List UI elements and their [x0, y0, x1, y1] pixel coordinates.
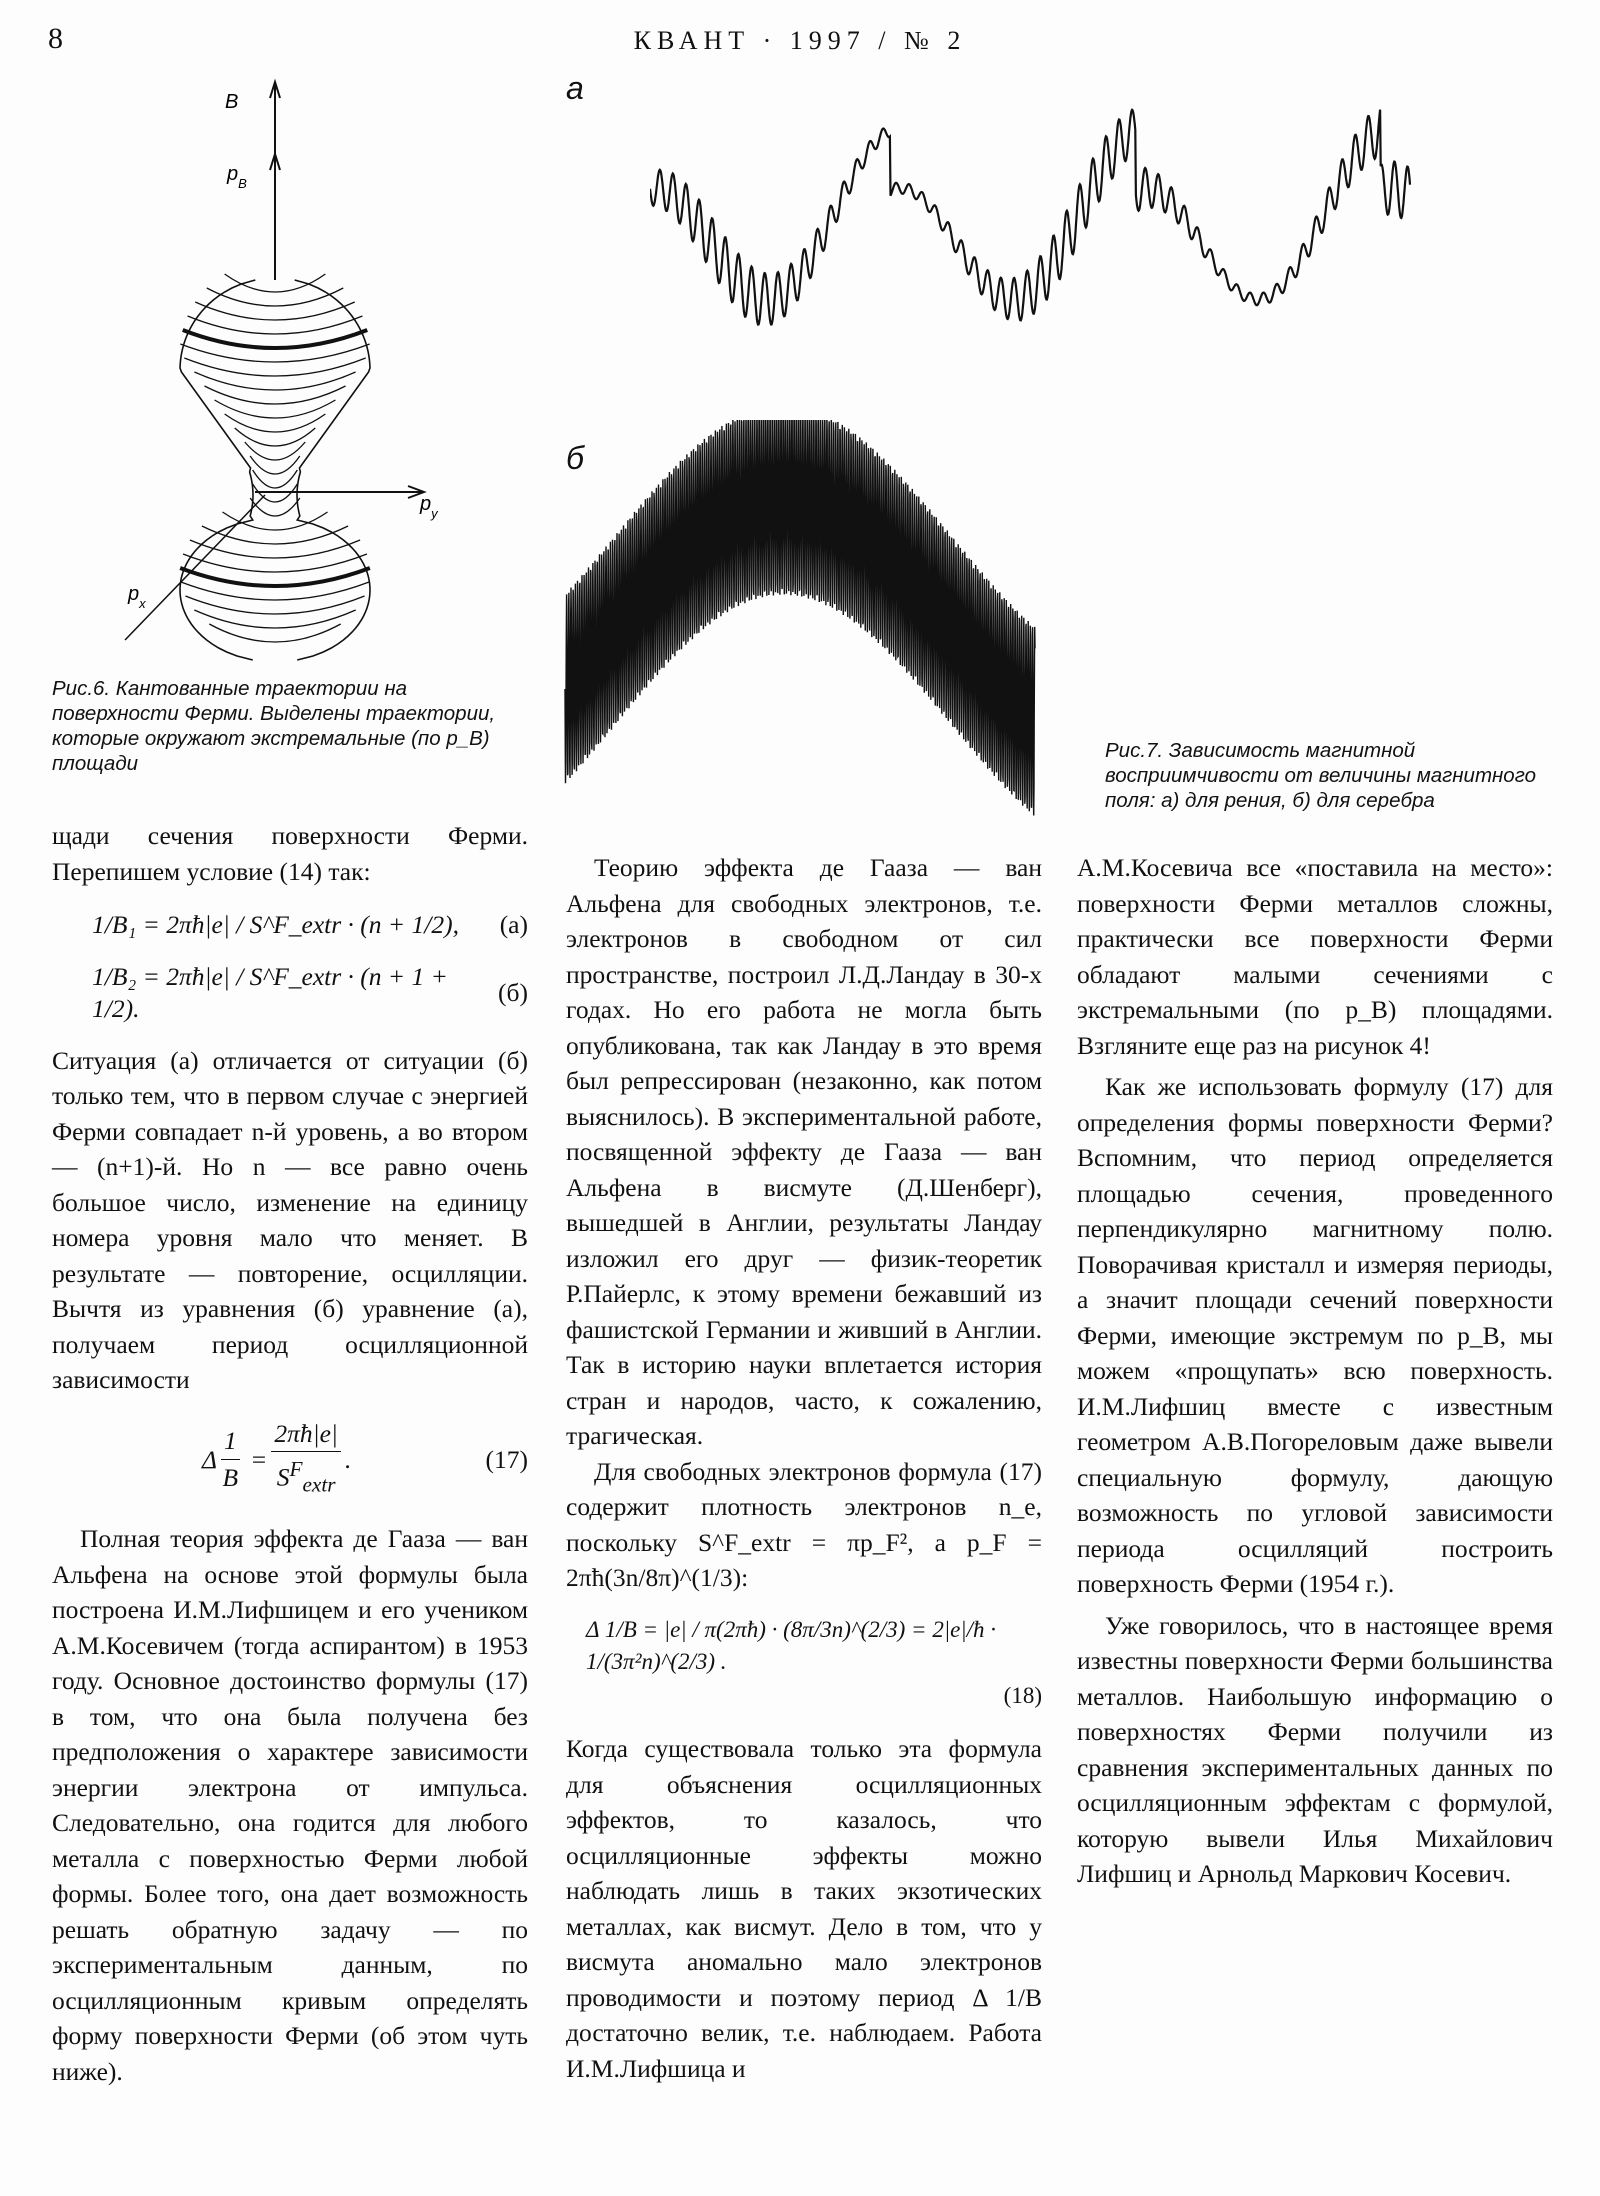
paragraph: щади сечения поверхности Ферми. Перепишем условие (14) так: [52, 821, 528, 886]
equation-tag: (17) [485, 1444, 528, 1474]
paragraph: Уже говорилось, что в настоящее время известны поверхности Ферми большинства металлов. Наибольшую информацию о поверхностях Ферми получили из сравнения экспериментальных данных по осцилляционным эффектам с формулой, которую вывели Илья Михайлович Лифшиц и Арнольд Маркович Косевич. [1077, 1610, 1553, 1888]
paragraph: Для свободных электронов формула (17) содержит плотность электронов n_e, поскольку S^F_extr = πp_F², а p_F = 2πħ(3n/8π)^(1/3): [566, 1456, 1042, 1592]
equation-tag: (а) [499, 910, 528, 939]
fig7a-label: а [566, 70, 584, 106]
formula-rhs: = 2πħ|e| / S^F_extr · (n + 1/2), [142, 909, 459, 939]
axis-label: $p_B$ [227, 163, 247, 191]
journal-header: КВАНТ · 1997 / № 2 [633, 26, 967, 55]
axis-label: $p_y$ [420, 493, 438, 521]
trajectory-line [204, 386, 345, 404]
paragraph: Когда существовала только эта формула для объяснения осцилляционных эффектов, то казалось, что осцилляционные эффекты можно наблюдать лишь в таких экзотических металлах, как висмут. Дело в том, что у висмута аномально мало электронов проводимости и поэтому период Δ 1/B достаточно велик, т.е. наблюдаем. Работа И.М.Лифшица и [566, 1734, 1042, 2083]
paragraph: Теорию эффекта де Гааза — ван Альфена для свободных электронов, т.е. электронов в свободном от сил пространстве, построил Л.Д.Ландау в 30-х годах. Но его работа не могла быть опубликована, так как Ландау в это время был репрессирован (незаконно, как потом выяснилось). В экспериментальной работе, посвященной эффекту де Гааза — ван Альфена в висмуте (Д.Шенберг), вышедшей в Англии, результаты Ландау изложил его друг — физик-теоретик Р.Пайерлс, к этому времени бежавший из фашистской Германии и живший в Англии. Так в историю науки вплетается история стран и народов, часто, к сожалению, трагическая. [566, 853, 1042, 1450]
column-2 [566, 850, 1042, 2086]
trajectory-line [215, 400, 336, 418]
trajectory-line [185, 596, 364, 614]
trajectory-line [190, 540, 360, 558]
surface-outline-right [295, 280, 370, 660]
formula-b [52, 961, 528, 1025]
trajectory-line [250, 498, 300, 516]
px-axis [125, 495, 265, 640]
axis-label: B [225, 91, 239, 113]
surface-outline-left [180, 280, 255, 660]
paragraph: Как же использовать формулу (17) для определения формы поверхности Ферми? Вспомним, что период определяется площадью сечения, проведенного перпендикулярно магнитному полю. Поворачивая кристалл и измеряя периоды, а значит площади сечений поверхности Ферми, имеющие экстремум по p_B, мы можем «прощупать» всю поверхность. И.М.Лифшиц вместе с известным геометром А.В.Погореловым даже вывели специальную формулу, дающую возможность по угловой зависимости периода осцилляций построить поверхность Ферми (1954 г.). [1077, 1072, 1553, 1598]
trajectory-line [188, 316, 363, 334]
trajectory-line [225, 414, 326, 432]
paragraph: Полная теория эффекта де Гааза — ван Альфена на основе этой формулы была построена И.М.Лифшицем и его учеником А.М.Косевичем (тогда аспирантом) в 1953 году. Основное достоинство формулы (17) в том, что она была получена без предположения о характере зависимости энергии электрона от импульса. Следовательно, она годится для любого металла с поверхностью Ферми любой формы. Более того, она дает возможность решать обратную задачу — по экспериментальным данным, по осцилляционным кривым определять форму поверхности Ферми (об этом чуть ниже). [52, 1524, 528, 2086]
trajectory-line [194, 372, 355, 390]
formula-a [52, 907, 528, 943]
column-3 [1077, 850, 1553, 1892]
paragraph: А.М.Косевича все «поставила на место»: поверхности Ферми металлов сложны, практически все поверхности Ферми обладают малыми сечениями с экстремальными (по p_B) площадями. Взгляните еще раз на рисунок 4! [1077, 853, 1553, 1060]
silver-oscillation-curve [560, 420, 1080, 840]
trajectory-line [245, 442, 305, 460]
trajectory-line [222, 512, 327, 530]
fig7-caption: Рис.7. Зависимость магнитной восприимчивости от величины магнитного поля: а) для рения, б) для серебра [1105, 739, 1536, 812]
formula-17: Δ $\frac{1}{B}$ = $\frac{2\pi ħ|e|}{S^F_{extr}}$ . (17) [52, 1416, 528, 1504]
trajectory-line [195, 302, 354, 320]
formula-lhs: 1/B₁ [92, 909, 137, 939]
trajectory-line [184, 358, 365, 376]
trajectory-line [253, 470, 298, 488]
equation-tag: (18) [1003, 1682, 1042, 1708]
trajectory-line [209, 624, 340, 642]
axis-label: $p_x$ [128, 583, 146, 611]
formula-18 [566, 1614, 1042, 1714]
trajectory-line [180, 568, 370, 586]
trajectory-line [183, 554, 367, 572]
column-1 [52, 818, 528, 2089]
formula-rhs: = 2πħ|e| / S^F_extr · (n + 1 + 1/2). [92, 961, 448, 1023]
paragraph: Ситуация (а) отличается от ситуации (б) только тем, что в первом случае с энергией Ферми совпадает n-й уровень, а во втором — (n+1)-й. Но n — все равно очень большое число, изменение на единицу номера уровня мало что меняет. В результате — повторение, осцилляции. Вычтя из уравнения (б) уравнение (а), получаем период осцилляционной зависимости [52, 1045, 528, 1394]
fermi-surface-figure [100, 70, 480, 670]
trajectory-line [235, 428, 316, 446]
trajectory-line [250, 456, 300, 474]
trajectory-line [183, 330, 367, 348]
trajectory-line [194, 610, 355, 628]
rhenium-oscillation-curve [650, 80, 1430, 440]
page-number: 8 [48, 22, 63, 55]
fig6-caption: Рис.6. Кантованные траектории на поверхности Ферми. Выделены траектории, которые окружают экстремальные (по p_B) площади [52, 677, 496, 775]
formula-lhs: 1/B₂ [92, 961, 137, 991]
curve-silver [565, 420, 1035, 816]
formula-expression: Δ 1/B = |e| / π(2πħ) · (8π/3n)^(2/3) = 2|e|/ħ · 1/(3π²n)^(2/3) . [586, 1616, 997, 1674]
fig7b-label: б [566, 440, 584, 476]
equation-tag: (б) [498, 977, 528, 1007]
curve-rhenium [650, 110, 1410, 325]
